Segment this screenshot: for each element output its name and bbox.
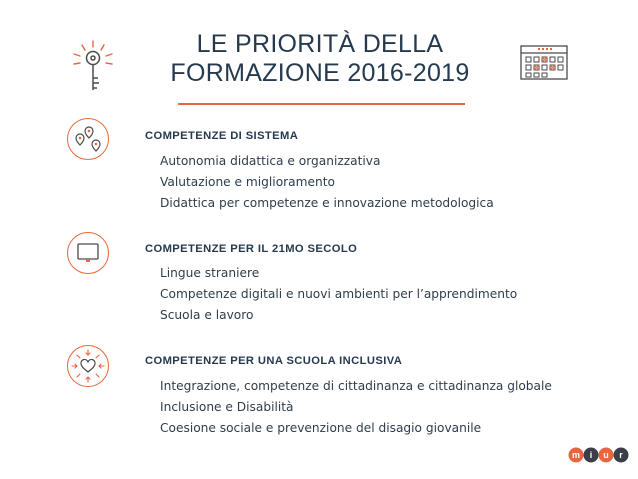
section-heading-3: COMPETENZE PER UNA SCUOLA INCLUSIVA bbox=[145, 355, 403, 367]
page-title bbox=[150, 30, 490, 88]
list-item: Inclusione e Disabilità bbox=[160, 400, 294, 414]
list-item: Integrazione, competenze di cittadinanza e cittadinanza globale bbox=[160, 379, 552, 393]
miur-logo bbox=[568, 446, 630, 464]
heart-arrows-icon bbox=[67, 345, 109, 387]
list-item: Coesione sociale e prevenzione del disagio giovanile bbox=[160, 421, 482, 435]
logo-letter-u: u bbox=[603, 450, 609, 460]
section-heading-1: COMPETENZE DI SISTEMA bbox=[145, 130, 299, 142]
logo-letter-r: r bbox=[619, 450, 623, 460]
key-icon bbox=[68, 38, 118, 93]
list-item: Lingue straniere bbox=[160, 266, 260, 280]
title-line-1: LE PRIORITÀ DELLA bbox=[196, 30, 444, 58]
logo-letter-i: i bbox=[589, 450, 593, 460]
title-divider bbox=[178, 103, 465, 105]
section-list-1 bbox=[160, 151, 494, 214]
list-item: Scuola e lavoro bbox=[160, 308, 254, 322]
list-item: Valutazione e miglioramento bbox=[160, 175, 335, 189]
section-heading-2: COMPETENZE PER IL 21MO SECOLO bbox=[145, 243, 358, 255]
map-pins-icon bbox=[67, 118, 109, 160]
list-item: Competenze digitali e nuovi ambienti per l’apprendimento bbox=[160, 287, 518, 301]
list-item: Didattica per competenze e innovazione metodologica bbox=[160, 196, 494, 210]
calendar-icon bbox=[520, 45, 568, 80]
section-list-3 bbox=[160, 376, 552, 439]
monitor-icon bbox=[67, 232, 109, 274]
title-line-2: FORMAZIONE 2016-2019 bbox=[170, 59, 470, 87]
list-item: Autonomia didattica e organizzativa bbox=[160, 154, 381, 168]
logo-letter-m: m bbox=[571, 450, 581, 460]
section-list-2 bbox=[160, 263, 517, 326]
